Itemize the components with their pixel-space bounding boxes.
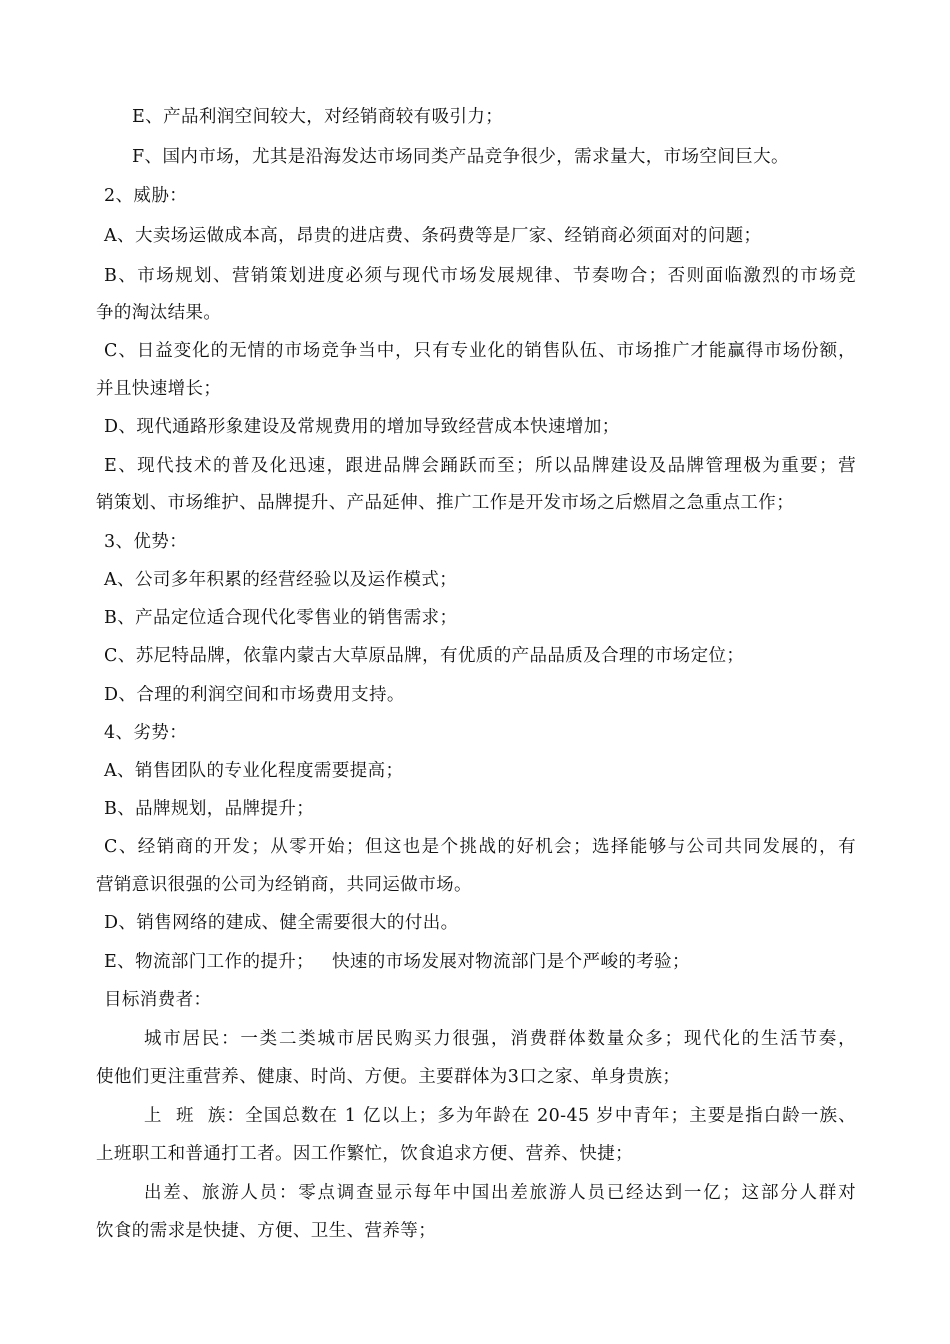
text-line: D、销售网络的建成、健全需要很大的付出。: [104, 913, 459, 933]
text-line: 上 班 族：全国总数在 1 亿以上；多为年龄在 20-45 岁中青年；主要是指白龄一族、: [144, 1106, 856, 1126]
section-heading: 目标消费者：: [104, 990, 212, 1010]
text-line: 争的淘汰结果。: [96, 303, 222, 323]
text-line: 使他们更注重营养、健康、时尚、方便。主要群体为3口之家、单身贵族；: [96, 1067, 681, 1087]
text-line: 营销意识很强的公司为经销商，共同运做市场。: [96, 875, 472, 895]
text-line: B、产品定位适合现代化零售业的销售需求；: [104, 608, 458, 628]
section-heading: 3、优势：: [104, 532, 188, 552]
text-line: B、品牌规划，品牌提升；: [104, 799, 315, 819]
text-line: B、市场规划、营销策划进度必须与现代市场发展规律、节奏吻合；否则面临激烈的市场竞: [104, 266, 856, 286]
text-line: 城市居民：一类二类城市居民购买力很强，消费群体数量众多；现代化的生活节奏，: [144, 1029, 856, 1049]
text-line: 销策划、市场维护、品牌提升、产品延伸、推广工作是开发市场之后燃眉之急重点工作；: [96, 493, 795, 513]
text-line: A、大卖场运做成本高，昂贵的进店费、条码费等是厂家、经销商必须面对的问题；: [104, 226, 762, 246]
text-line: 出差、旅游人员：零点调查显示每年中国出差旅游人员已经达到一亿；这部分人群对: [144, 1183, 856, 1203]
section-heading: 2、威胁：: [104, 186, 188, 206]
text-line: 饮食的需求是快捷、方便、卫生、营养等；: [96, 1221, 437, 1241]
text-line: 并且快速增长；: [96, 379, 222, 399]
text-line: A、公司多年积累的经营经验以及运作模式；: [104, 570, 458, 590]
text-line: F、国内市场，尤其是沿海发达市场同类产品竞争很少，需求量大，市场空间巨大。: [132, 147, 789, 167]
text-line: D、合理的利润空间和市场费用支持。: [104, 685, 405, 705]
text-line: C、经销商的开发；从零开始；但这也是个挑战的好机会；选择能够与公司共同发展的，有: [104, 837, 856, 857]
text-line: E、产品利润空间较大，对经销商较有吸引力；: [132, 107, 504, 127]
text-line: A、销售团队的专业化程度需要提高；: [104, 761, 404, 781]
text-line: E、物流部门工作的提升； 快速的市场发展对物流部门是个严峻的考验；: [104, 952, 690, 972]
text-line: C、日益变化的无情的市场竞争当中，只有专业化的销售队伍、市场推广才能赢得市场份额，: [104, 341, 856, 361]
section-heading: 4、劣势：: [104, 723, 188, 743]
text-line: D、现代通路形象建设及常规费用的增加导致经营成本快速增加；: [104, 417, 620, 437]
text-line: 上班职工和普通打工者。因工作繁忙，饮食追求方便、营养、快捷；: [96, 1144, 633, 1164]
text-line: C、苏尼特品牌，依靠内蒙古大草原品牌，有优质的产品品质及合理的市场定位；: [104, 646, 745, 666]
text-line: E、现代技术的普及化迅速，跟进品牌会踊跃而至；所以品牌建设及品牌管理极为重要；营: [104, 456, 856, 476]
